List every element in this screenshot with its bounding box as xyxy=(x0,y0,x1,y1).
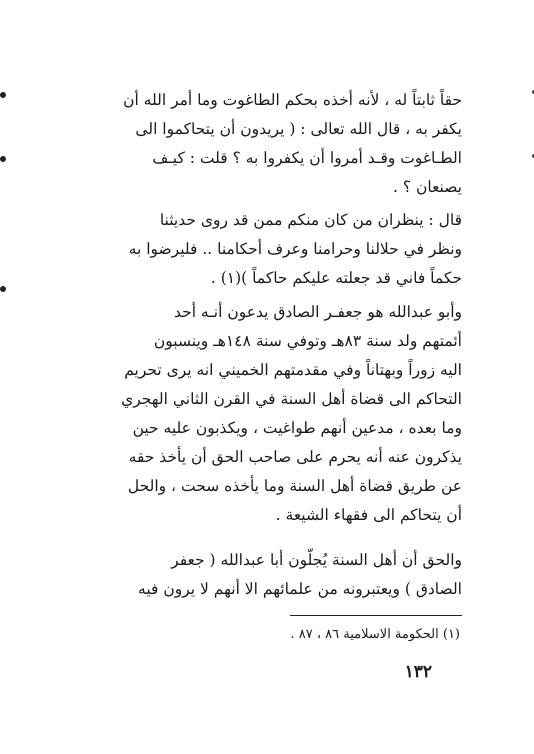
paragraph-3 xyxy=(74,298,462,530)
text-line: اليه زوراً وبهتاناً وفي مقدمتهم الخميني انه يرى تحريم xyxy=(124,361,462,379)
text-line: الطـاغوت وقـد أمروا أن يكفروا به ؟ قلت : كيـف xyxy=(152,149,462,167)
text-line: ونظر في حلالنا وحرامنا وعرف أحكامنا .. فليرضوا به xyxy=(128,240,462,258)
margin-dot xyxy=(0,156,6,162)
text-line: قال : ينظران من كان منكم ممن قد روى حديثنا xyxy=(159,211,462,229)
text-line: والحق أن أهل السنة يُجلّون أبا عبدالله ( جعفر xyxy=(171,551,462,569)
text-line: التحاكم الى قضاة أهل السنة في القرن الثاني الهجري xyxy=(121,390,462,408)
text-line: يكفر به ، قال الله تعالى : ( يريدون أن يتحاكموا الى xyxy=(135,120,462,138)
margin-dot xyxy=(0,286,6,292)
text-line: يذكرون عنه أنه يحرم على صاحب الحق أن يأخذ حقه xyxy=(128,448,462,466)
text-line: حكماً فاني قد جعلته عليكم حاكماً )(١) . xyxy=(210,269,462,287)
text-line: وأبو عبدالله هو جعفـر الصادق يدعون أنـه أحد xyxy=(173,303,462,321)
paragraph-2 xyxy=(74,206,462,293)
paragraph-4 xyxy=(74,546,462,604)
margin-dot xyxy=(0,92,6,98)
text-line: أن يتحاكم الى فقهاء الشيعة . xyxy=(275,506,462,524)
page-number: ١٣٢ xyxy=(404,662,432,682)
text-line: الصادق ) ويعتبرونه من علمائهم الا أنهم لا يرون فيه xyxy=(138,580,462,598)
text-line: حقاً ثابتاً له ، لأنه أخذه بحكم الطاغوت وما أمر الله أن xyxy=(123,91,462,109)
text-line: يصنعان ؟ . xyxy=(392,178,462,196)
text-line: عن طريق قضاة أهل السنة وما يأخذه سحت ، والحل xyxy=(127,477,462,495)
footnote-divider xyxy=(290,615,462,616)
footnote: (١) الحكومة الاسلامية ٨٦ ، ٨٧ . xyxy=(290,627,460,642)
paragraph-1 xyxy=(74,86,462,202)
text-line: وما بعده ، مدعين أنهم طواغيت ، ويكذبون عليه حين xyxy=(132,419,462,437)
text-line: أئمتهم ولد سنة ٨٣هـ وتوفي سنة ١٤٨هـ وينسبون xyxy=(153,332,462,350)
